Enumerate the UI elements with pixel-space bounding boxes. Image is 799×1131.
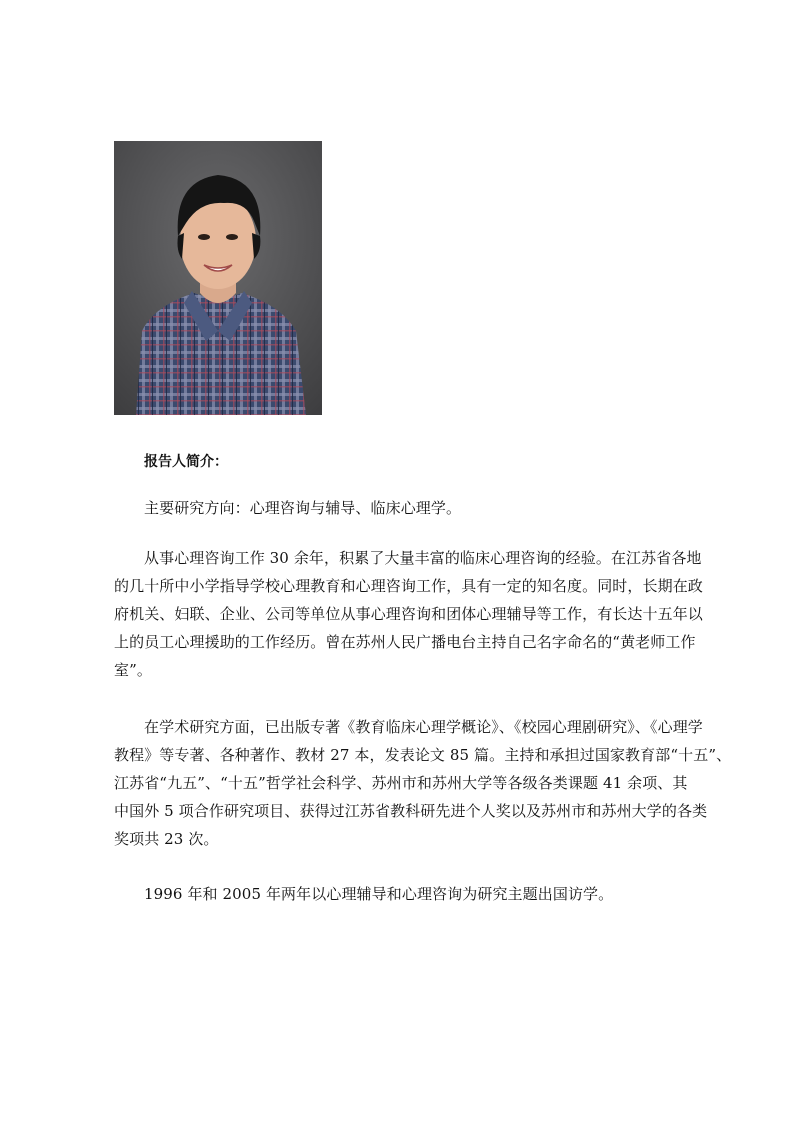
paragraph-experience-line: 室”。 bbox=[114, 661, 152, 679]
paragraph-experience-line: 从事心理咨询工作 30 余年，积累了大量丰富的临床心理咨询的经验。在江苏省各地 bbox=[144, 549, 702, 567]
paragraph-research-line: 中国外 5 项合作研究项目、获得过江苏省教科研先进个人奖以及苏州市和苏州大学的各类 bbox=[114, 802, 708, 820]
paragraph-research-line: 在学术研究方面，已出版专著《教育临床心理学概论》、《校园心理剧研究》、《心理学 bbox=[144, 718, 703, 736]
research-direction: 主要研究方向：心理咨询与辅导、临床心理学。 bbox=[144, 499, 462, 517]
paragraph-experience-line: 上的员工心理援助的工作经历。曾在苏州人民广播电台主持自己名字命名的“黄老师工作 bbox=[114, 633, 696, 651]
section-heading: 报告人简介： bbox=[144, 454, 228, 470]
paragraph-research-line: 江苏省“九五”、“十五”哲学社会科学、苏州市和苏州大学等各级各类课题 41 余项、其 bbox=[114, 774, 688, 792]
paragraph-experience-line: 府机关、妇联、企业、公司等单位从事心理咨询和团体心理辅导等工作，有长达十五年以 bbox=[114, 605, 703, 623]
paragraph-experience-line: 的几十所中小学指导学校心理教育和心理咨询工作，具有一定的知名度。同时，长期在政 bbox=[114, 577, 703, 595]
paragraph-visits: 1996 年和 2005 年两年以心理辅导和心理咨询为研究主题出国访学。 bbox=[144, 885, 614, 903]
paragraph-research-line: 教程》等专著、各种著作、教材 27 本，发表论文 85 篇。主持和承担过国家教育部“十五”、 bbox=[114, 746, 732, 764]
portrait-photo bbox=[114, 141, 322, 415]
paragraph-research-line: 奖项共 23 次。 bbox=[114, 830, 219, 848]
